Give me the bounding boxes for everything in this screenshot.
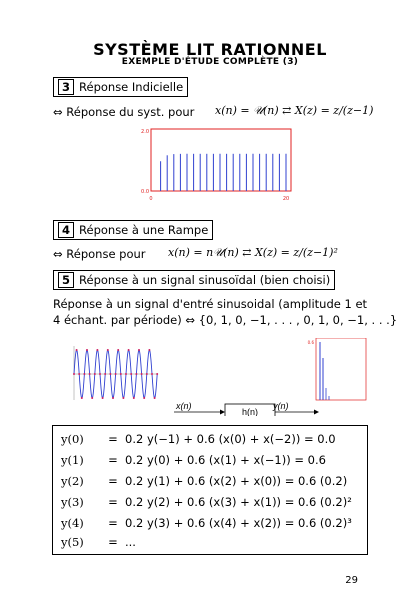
section-3-box	[53, 77, 188, 97]
sample-point	[117, 349, 119, 351]
sample-point	[78, 373, 80, 375]
sample-point	[125, 373, 127, 375]
page-number: 29	[345, 575, 358, 586]
ramp-input-line	[53, 247, 146, 261]
input-label: x(n)	[176, 401, 192, 411]
chart-frame	[151, 129, 291, 191]
section-number: 4	[58, 222, 74, 238]
input-sinusoid-plot	[73, 346, 158, 400]
y-tick-top: 2.0	[141, 129, 149, 135]
sample-point	[99, 373, 101, 375]
x-tick-right: 20	[282, 196, 290, 202]
sample-point	[122, 397, 124, 399]
sample-point	[146, 373, 148, 375]
sample-point	[148, 349, 150, 351]
ramp-formula	[168, 246, 338, 260]
sample-point	[154, 397, 156, 399]
y-tick-bottom: 0.0	[141, 189, 149, 195]
section-4-box	[53, 220, 213, 240]
stem-bars	[154, 154, 286, 191]
sample-point	[83, 373, 85, 375]
page-subtitle: EXEMPLE D'ÉTUDE COMPLÈTE (3)	[121, 57, 299, 67]
block-label: h(n)	[241, 407, 259, 416]
ramp-text: ⇔ Réponse pour	[53, 247, 146, 261]
equation-row: y(2) = 0.2 y(1) + 0.6 (x(2) + x(0)) = 0.6 (0.2)	[61, 474, 348, 488]
output-label: y(n)	[273, 401, 289, 411]
spectrum-plot	[308, 338, 366, 400]
sample-point	[89, 373, 91, 375]
sample-point	[138, 349, 140, 351]
x-tick-left: 0	[149, 196, 153, 202]
sample-point	[143, 397, 145, 399]
sinus-line-1: Réponse à un signal d'entré sinusoidal (amplitude 1 et	[53, 297, 368, 311]
section-4-heading	[53, 220, 213, 240]
section-label: Réponse à un signal sinusoïdal (bien choisi)	[79, 273, 331, 287]
sample-point	[73, 373, 75, 375]
step-text: ⇔ Réponse du syst. pour	[53, 105, 195, 119]
sample-point	[81, 397, 83, 399]
sample-point	[91, 397, 93, 399]
sample-point	[102, 397, 104, 399]
step-formula	[215, 104, 373, 118]
sample-point	[104, 373, 106, 375]
sample-point	[141, 373, 143, 375]
equation-row: y(0) = 0.2 y(−1) + 0.6 (x(0) + x(−2)) = 0.0	[61, 432, 336, 446]
section-5-heading	[53, 270, 335, 290]
step-response-chart	[130, 124, 300, 202]
sample-point	[156, 373, 158, 375]
sample-point	[107, 349, 109, 351]
sample-point	[135, 373, 137, 375]
sample-point	[128, 349, 130, 351]
sample-point	[76, 349, 78, 351]
system-illustration	[70, 338, 370, 416]
sample-point	[115, 373, 117, 375]
page-title: SYSTÈME LIT RATIONNEL	[93, 40, 327, 59]
sample-point	[109, 373, 111, 375]
ramp-formula-text: x(n) = n𝒰(n) ⇄ X(z) = z/(z−1)²	[168, 246, 338, 259]
section-3-heading	[53, 77, 188, 97]
sample-point	[94, 373, 96, 375]
sinus-line-2: 4 échant. par période) ⇔ {0, 1, 0, −1, . . . , 0, 1, 0, −1, . . .}	[53, 313, 398, 327]
spectrum-tick: 0.6	[307, 340, 314, 345]
sample-point	[120, 373, 122, 375]
equation-row: y(1) = 0.2 y(0) + 0.6 (x(1) + x(−1)) = 0.6	[61, 453, 326, 467]
equations-box	[52, 425, 368, 555]
equation-row: y(3) = 0.2 y(2) + 0.6 (x(3) + x(1)) = 0.6 (0.2)²	[61, 495, 352, 509]
sample-point	[151, 373, 153, 375]
section-label: Réponse Indicielle	[79, 80, 184, 94]
sample-point	[130, 373, 132, 375]
equation-row: y(5) = ...	[61, 535, 136, 549]
equation-row: y(4) = 0.2 y(3) + 0.6 (x(4) + x(2)) = 0.6 (0.2)³	[61, 516, 352, 530]
section-5-box	[53, 270, 335, 290]
step-input-line	[53, 105, 194, 119]
sample-point	[133, 397, 135, 399]
step-formula-text: x(n) = 𝒰(n) ⇄ X(z) = z/(z−1)	[215, 104, 374, 117]
section-number: 5	[58, 272, 74, 288]
section-label: Réponse à une Rampe	[79, 223, 209, 237]
sample-point	[96, 349, 98, 351]
sample-point	[112, 397, 114, 399]
sample-point	[86, 349, 88, 351]
section-number: 3	[58, 79, 74, 95]
